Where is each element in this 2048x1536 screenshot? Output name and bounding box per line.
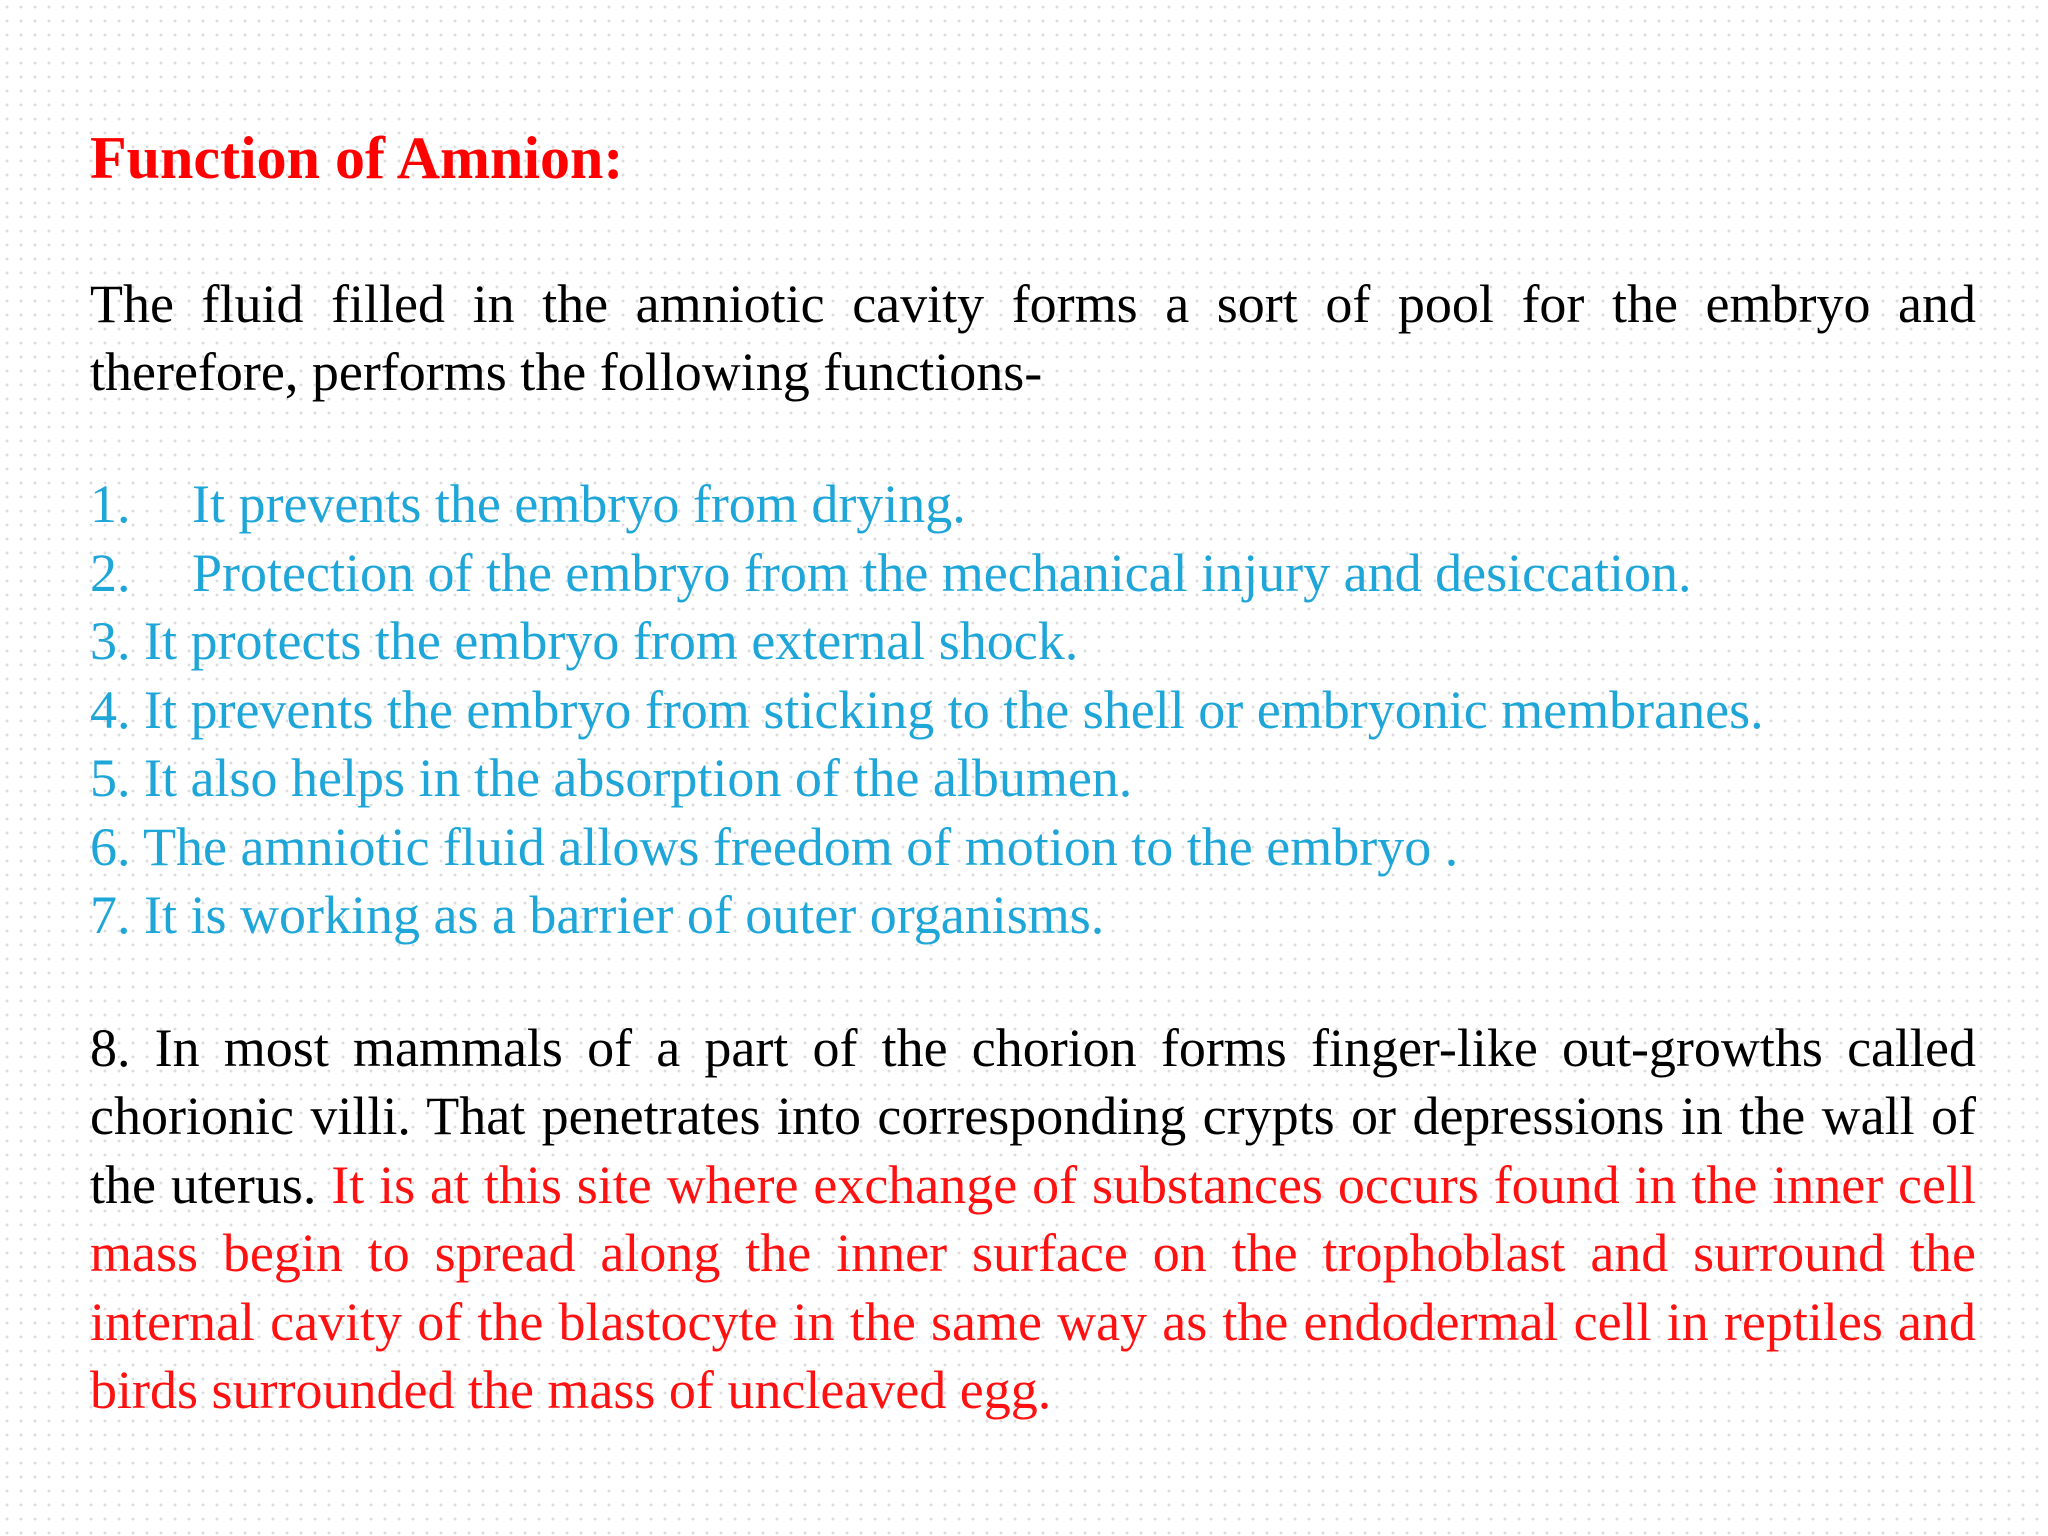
closing-paragraph bbox=[90, 1014, 1976, 1425]
list-item-number: 7. bbox=[90, 885, 131, 945]
slide-title: Function of Amnion: bbox=[90, 125, 624, 191]
closing-highlight-text: It is at this site where exchange of substances occurs found in the inner cell mass begin to spread along the inner surface on the trophoblast and surround the internal cavity of the blastocyte in the same way as the endodermal cell in reptiles and birds surrounded the mass of uncleaved egg. bbox=[90, 1154, 1976, 1420]
function-list bbox=[90, 470, 1976, 950]
list-item-text: It protects the embryo from external shock. bbox=[144, 611, 1079, 671]
list-item-text: It is working as a barrier of outer organisms. bbox=[144, 885, 1105, 945]
list-item bbox=[90, 470, 1976, 539]
list-item-text: Protection of the embryo from the mechanical injury and desiccation. bbox=[192, 542, 1692, 603]
closing-text: 8. In most mammals of a part of the chorion forms finger-like out-growths called chorionic villi. That penetrates into corresponding crypts or depressions in the wall of the uterus. bbox=[90, 1017, 1976, 1215]
list-item-number: 5. bbox=[90, 748, 131, 808]
list-item bbox=[90, 539, 1976, 608]
slide-content bbox=[90, 118, 1976, 1425]
list-item-text: It also helps in the absorption of the albumen. bbox=[144, 748, 1133, 808]
list-item-number: 2. bbox=[90, 542, 131, 603]
list-item-text: The amniotic fluid allows freedom of motion to the embryo . bbox=[143, 816, 1459, 877]
list-item-text: It prevents the embryo from sticking to the shell or embryonic membranes. bbox=[144, 679, 1764, 740]
list-item-number: 4. bbox=[90, 679, 131, 740]
intro-paragraph: The fluid filled in the amniotic cavity forms a sort of pool for the embryo and therefore, performs the following functions- bbox=[90, 274, 1976, 402]
list-item bbox=[90, 881, 1976, 950]
list-item bbox=[90, 607, 1976, 676]
list-item-text: It prevents the embryo from drying. bbox=[192, 474, 966, 534]
list-item bbox=[90, 813, 1976, 882]
list-item-number: 1. bbox=[90, 474, 131, 534]
list-item-number: 6. bbox=[90, 816, 131, 877]
list-item bbox=[90, 744, 1976, 813]
list-item bbox=[90, 676, 1976, 745]
list-item-number: 3. bbox=[90, 611, 131, 671]
